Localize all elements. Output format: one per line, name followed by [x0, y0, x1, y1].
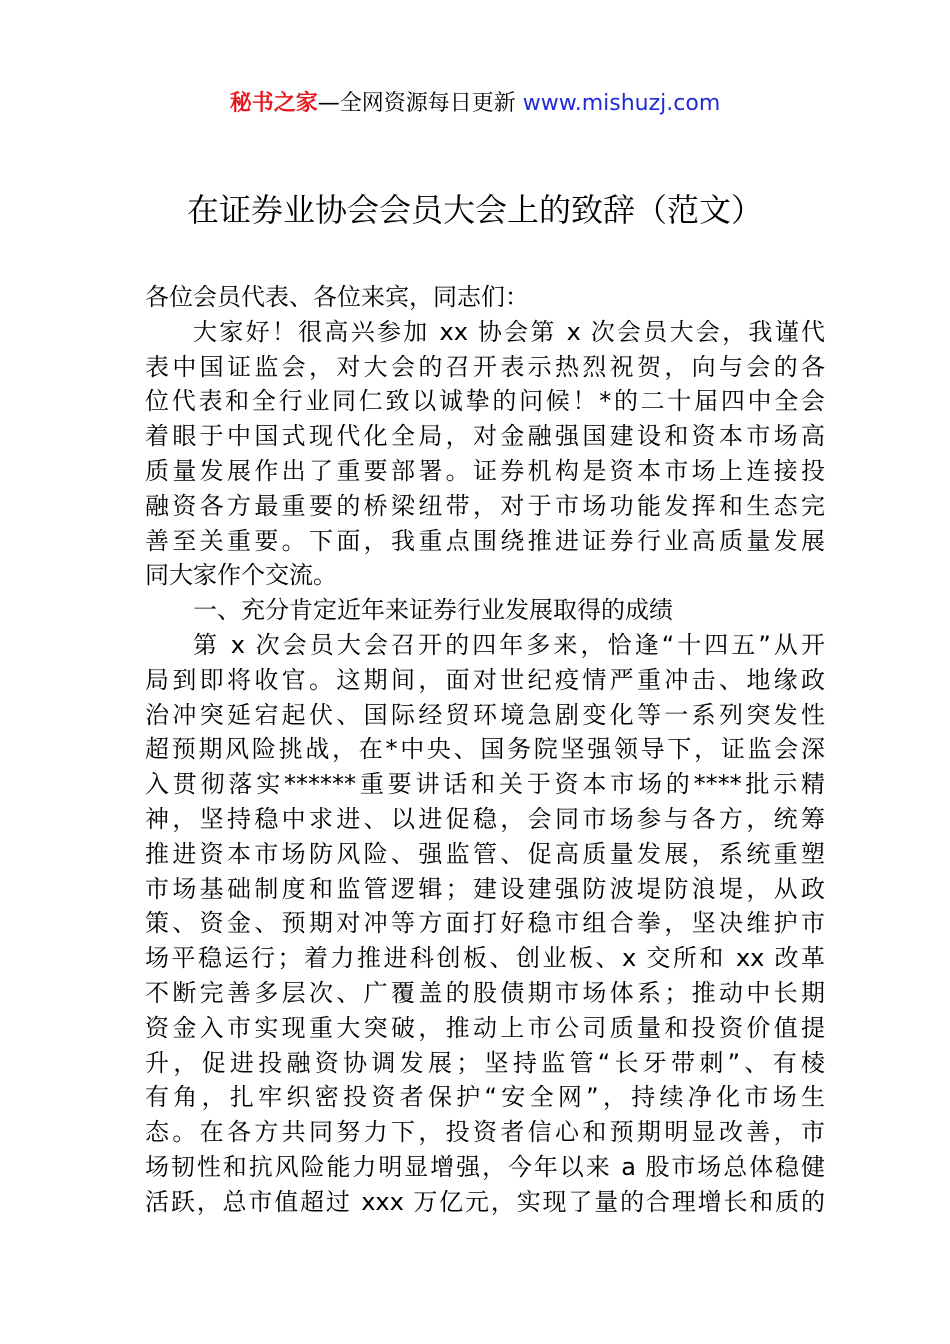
body-line: 入贯彻落实******重要讲话和关于资本市场的****批示精 — [145, 770, 825, 799]
body-line: 推进资本市场防风险、强监管、促高质量发展，系统重塑 — [145, 839, 825, 868]
body-line: 市场基础制度和监管逻辑；建设建强防波堤防浪堤，从政 — [145, 874, 825, 903]
body-line: 同大家作个交流。 — [145, 561, 337, 590]
body-line: 融资各方最重要的桥梁纽带，对于市场功能发挥和生态完 — [145, 491, 825, 520]
body-line: 局到即将收官。这期间，面对世纪疫情严重冲击、地缘政 — [145, 665, 825, 694]
body-line: 第 x 次会员大会召开的四年多来，恰逢“十四五”从开 — [193, 630, 825, 659]
body-line: 不断完善多层次、广覆盖的股债期市场体系；推动中长期 — [145, 978, 825, 1007]
body-line: 场韧性和抗风险能力明显增强，今年以来 a 股市场总体稳健 — [145, 1152, 825, 1181]
body-line: 活跃，总市值超过 xxx 万亿元，实现了量的合理增长和质的 — [145, 1187, 825, 1216]
body-line: 表中国证监会，对大会的召开表示热烈祝贺，向与会的各 — [145, 352, 825, 381]
site-header — [0, 88, 950, 120]
body-line: 各位会员代表、各位来宾，同志们： — [145, 283, 529, 311]
body-line: 治冲突延宕起伏、国际经贸环境急剧变化等一系列突发性 — [145, 700, 825, 729]
body-line: 一、充分肯定近年来证券行业发展取得的成绩 — [193, 596, 673, 625]
body-line: 资金入市实现重大突破，推动上市公司质量和投资价值提 — [145, 1013, 825, 1042]
body-line: 场平稳运行；着力推进科创板、创业板、x 交所和 xx 改革 — [145, 944, 825, 973]
body-line: 位代表和全行业同仁致以诚挚的问候！*的二十届四中全会 — [145, 387, 825, 416]
document-title: 在证券业协会会员大会上的致辞（范文） — [186, 191, 763, 229]
body-line: 质量发展作出了重要部署。证券机构是资本市场上连接投 — [145, 456, 825, 485]
body-line: 着眼于中国式现代化全局，对金融强国建设和资本市场高 — [145, 422, 825, 451]
body-line: 善至关重要。下面，我重点围绕推进证券行业高质量发展 — [145, 526, 825, 555]
site-url-link[interactable]: www.mishuzj.com — [522, 91, 721, 116]
brand-name: 秘书之家 — [229, 91, 318, 116]
body-line: 策、资金、预期对冲等方面打好稳市组合拳，坚决维护市 — [145, 909, 825, 938]
body-line: 升，促进投融资协调发展；坚持监管“长牙带刺”、有棱 — [145, 1048, 825, 1077]
body-line: 态。在各方共同努力下，投资者信心和预期明显改善，市 — [145, 1118, 825, 1147]
document-body — [145, 280, 825, 1220]
body-line: 有角，扎牢织密投资者保护“安全网”，持续净化市场生 — [145, 1083, 825, 1112]
site-tagline: —全网资源每日更新 — [317, 91, 523, 116]
body-line: 大家好！很高兴参加 xx 协会第 x 次会员大会，我谨代 — [193, 317, 825, 346]
body-line: 超预期风险挑战，在*中央、国务院坚强领导下，证监会深 — [145, 735, 825, 764]
body-line: 神，坚持稳中求进、以进促稳，会同市场参与各方，统筹 — [145, 804, 825, 833]
